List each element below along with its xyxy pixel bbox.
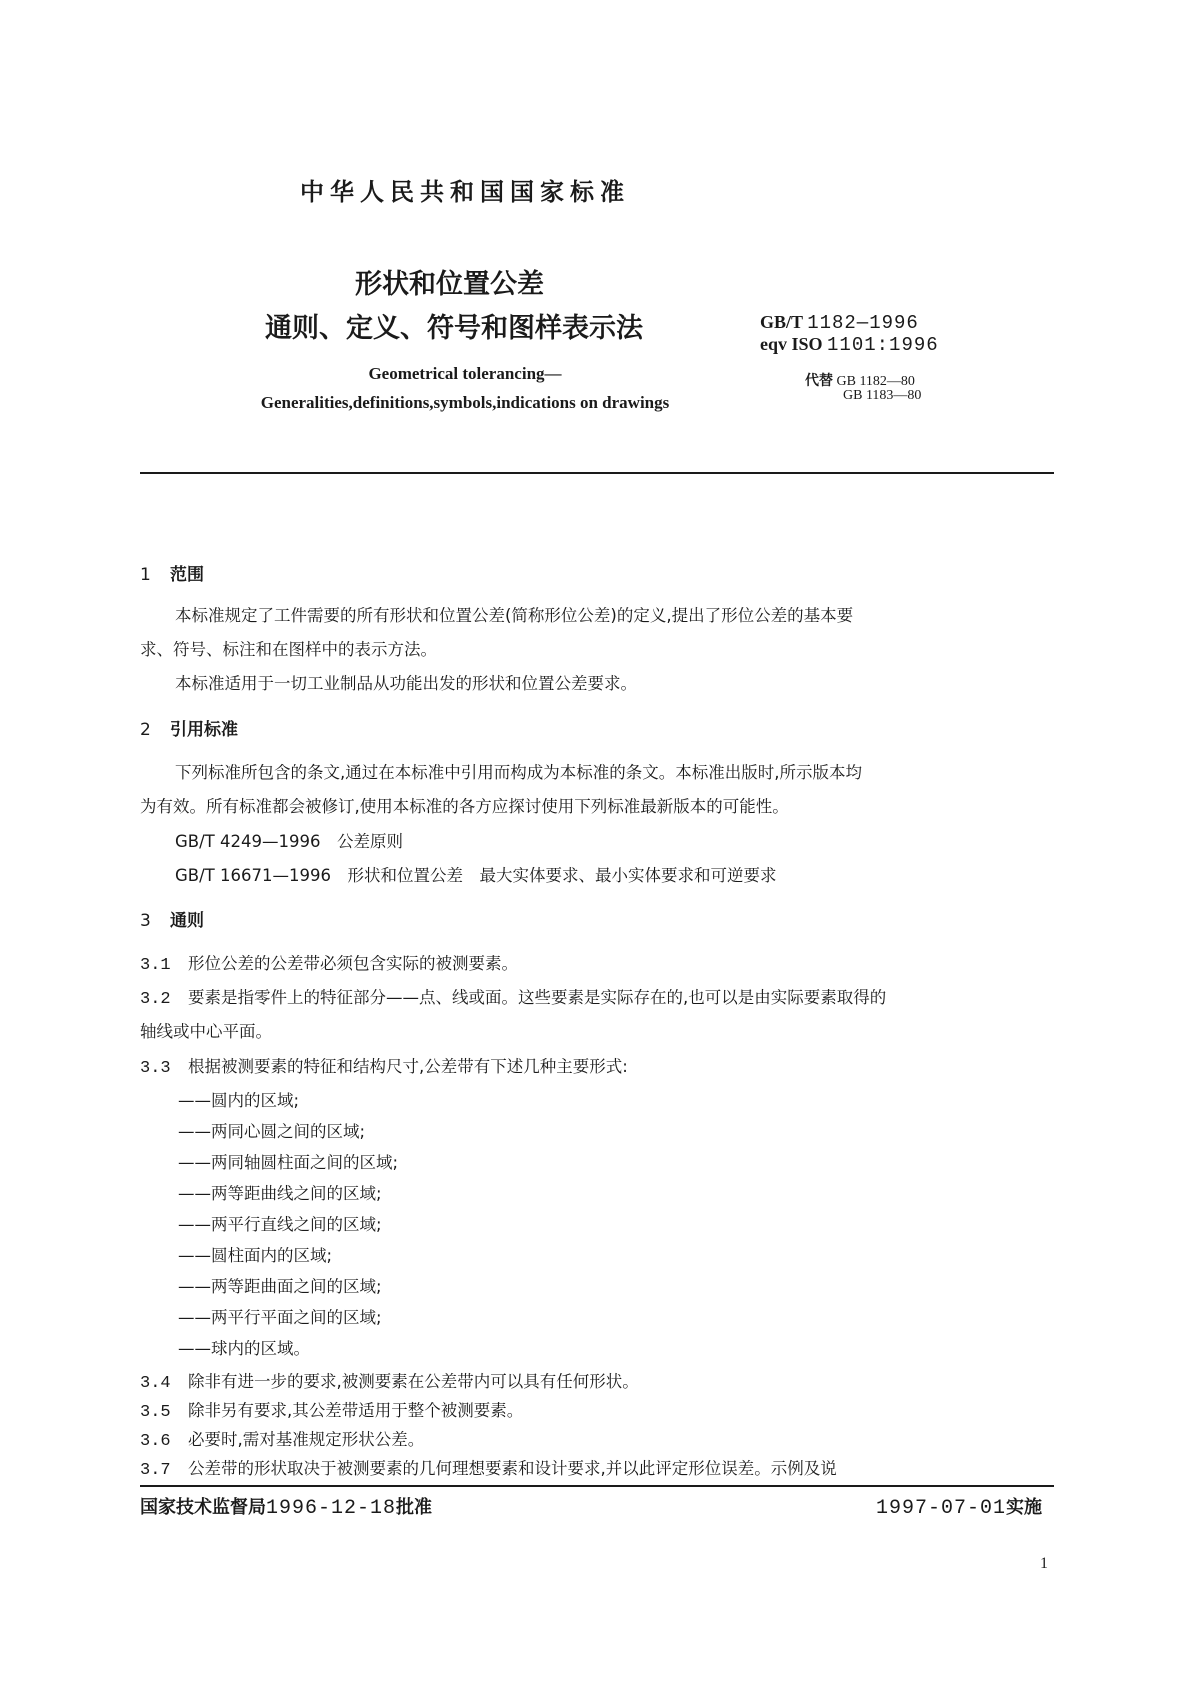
clause-number: 3.4 [140, 1374, 171, 1393]
approve-date: 1996-12-18 [266, 1497, 397, 1520]
clause-3-7 [140, 1455, 837, 1480]
tolerance-zone-item: ——圆内的区域; [178, 1091, 300, 1110]
clause-text: 除非有进一步的要求,被测要素在公差带内可以具有任何形状。 [188, 1372, 639, 1391]
section-number: 3 [140, 911, 151, 931]
chinese-title-line2: 通则、定义、符号和图样表示法 [265, 313, 643, 344]
section-1-heading [140, 560, 204, 585]
section-number: 2 [140, 720, 151, 740]
footer-divider [140, 1485, 1054, 1487]
national-standard-title: 中华人民共和国国家标准 [300, 178, 630, 206]
clause-number: 3.6 [140, 1432, 171, 1451]
clause-text: 公差带的形状取决于被测要素的几何理想要素和设计要求,并以此评定形位误差。示例及说 [188, 1459, 837, 1478]
clause-number: 3.5 [140, 1403, 171, 1422]
clause-3-6 [140, 1426, 424, 1451]
clause-text: 必要时,需对基准规定形状公差。 [188, 1430, 425, 1449]
clause-number: 3.2 [140, 990, 171, 1009]
standard-code-number: 1182—1996 [807, 312, 919, 334]
section-number: 1 [140, 565, 151, 585]
paragraph-line: 本标准规定了工件需要的所有形状和位置公差(简称形位公差)的定义,提出了形位公差的基本要 [175, 606, 854, 625]
section-2-heading [140, 715, 238, 740]
clause-number: 3.3 [140, 1059, 171, 1078]
effective-line [876, 1493, 1042, 1520]
eqv-prefix: eqv ISO [760, 334, 823, 354]
section-3-heading [140, 906, 204, 931]
tolerance-zone-item: ——球内的区域。 [178, 1339, 310, 1358]
tolerance-zone-item: ——两同轴圆柱面之间的区域; [178, 1153, 399, 1172]
clause-text: 要素是指零件上的特征部分——点、线或面。这些要素是实际存在的,也可以是由实际要素取得的 [188, 988, 887, 1007]
header-divider [140, 472, 1054, 474]
equivalent-standard [760, 334, 939, 356]
chinese-title-line1: 形状和位置公差 [355, 269, 544, 300]
paragraph-line: 下列标准所包含的条文,通过在本标准中引用而构成为本标准的条文。本标准出版时,所示版本均 [175, 763, 862, 782]
clause-3-5 [140, 1397, 523, 1422]
eqv-number: 1101:1996 [827, 334, 939, 356]
clause-3-2 [140, 984, 886, 1009]
approval-line [140, 1493, 432, 1520]
replaces-line1 [805, 370, 915, 390]
clause-text: 形位公差的公差带必须包含实际的被测要素。 [188, 954, 518, 973]
approve-label: 批准 [396, 1497, 433, 1518]
clause-number: 3.1 [140, 956, 171, 975]
tolerance-zone-item: ——两同心圆之间的区域; [178, 1122, 366, 1141]
clause-3-4 [140, 1368, 639, 1393]
authority: 国家技术监督局 [140, 1497, 266, 1518]
replaces-standard-1: GB 1182—80 [836, 374, 915, 389]
clause-3-1 [140, 950, 518, 975]
reference-standard: GB/T 4249—1996 公差原则 [175, 832, 403, 851]
tolerance-zone-item: ——两平行直线之间的区域; [178, 1215, 382, 1234]
standard-code-prefix: GB/T [760, 312, 803, 332]
clause-3-3 [140, 1053, 628, 1078]
section-title: 引用标准 [170, 720, 238, 740]
effective-label: 实施 [1006, 1497, 1043, 1518]
english-title-line2: Generalities,definitions,symbols,indications on drawings [260, 393, 670, 412]
clause-text: 除非另有要求,其公差带适用于整个被测要素。 [188, 1401, 524, 1420]
effective-date: 1997-07-01 [876, 1497, 1007, 1520]
reference-standard: GB/T 16671—1996 形状和位置公差 最大实体要求、最小实体要求和可逆要求 [175, 866, 777, 885]
section-title: 范围 [170, 565, 204, 585]
replaces-label: 代替 [805, 373, 833, 389]
clause-continuation: 轴线或中心平面。 [140, 1022, 272, 1041]
standard-code [760, 312, 919, 334]
tolerance-zone-item: ——两等距曲面之间的区域; [178, 1277, 382, 1296]
english-title-line1: Geometrical tolerancing— [368, 364, 562, 383]
tolerance-zone-item: ——两平行平面之间的区域; [178, 1308, 382, 1327]
paragraph-line: 本标准适用于一切工业制品从功能出发的形状和位置公差要求。 [175, 674, 637, 693]
tolerance-zone-item: ——圆柱面内的区域; [178, 1246, 333, 1265]
paragraph-line: 为有效。所有标准都会被修订,使用本标准的各方应探讨使用下列标准最新版本的可能性。 [140, 797, 789, 816]
tolerance-zone-item: ——两等距曲线之间的区域; [178, 1184, 382, 1203]
paragraph-line: 求、符号、标注和在图样中的表示方法。 [140, 640, 437, 659]
replaces-standard-2: GB 1183—80 [843, 388, 922, 403]
clause-text: 根据被测要素的特征和结构尺寸,公差带有下述几种主要形式: [188, 1057, 628, 1076]
page-number: 1 [1040, 1555, 1048, 1572]
section-title: 通则 [170, 911, 204, 931]
clause-number: 3.7 [140, 1461, 171, 1480]
